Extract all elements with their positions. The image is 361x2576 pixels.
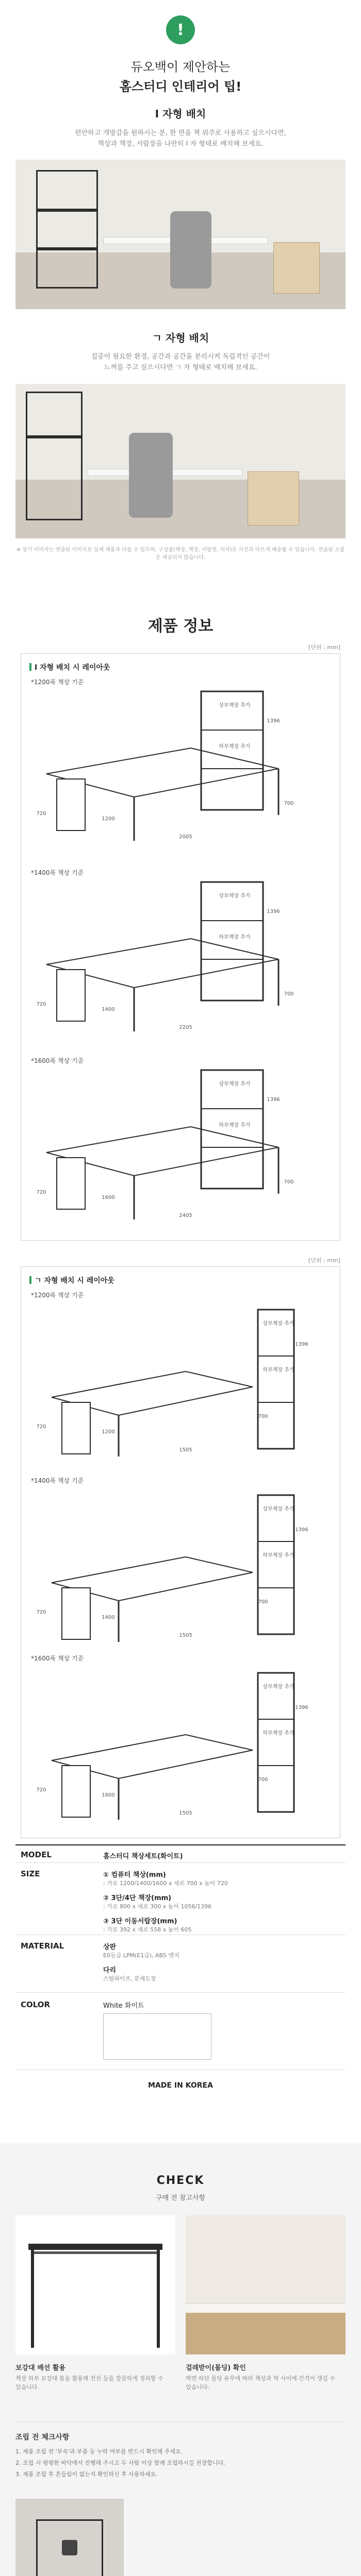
drawer-unit — [57, 970, 85, 1021]
bookshelf — [258, 1495, 294, 1634]
size-item-sub: : 가로 800 x 세로 300 x 높이 1056/1396 — [103, 1903, 212, 1910]
i-layout-photo — [15, 160, 346, 309]
i-layout-diagram-1 — [31, 868, 320, 1042]
divider — [15, 2421, 346, 2422]
size-item-name: ① 컴퓨터 책상(mm) — [103, 1871, 166, 1879]
assembly-line: 3. 제품 조립 후 흔들림이 없는지 확인하신 후 사용하세요. — [15, 2471, 158, 2478]
size-item-sub: : 가로 1200/1400/1600 x 세로 700 x 높이 720 — [103, 1880, 228, 1887]
i-layout-diagram-2 — [31, 1056, 320, 1230]
check-subtitle: 구매 전 참고사항 — [155, 2194, 206, 2202]
layout-drawing — [31, 1065, 320, 1230]
dimension-label: 하부책장 추가 — [219, 935, 251, 940]
material-item-sub: E0등급 LPM(E1급), ABS 엣지 — [103, 1952, 179, 1959]
unit-label-2: [단위 : mm] — [308, 1257, 340, 1264]
dimension-label: 1396 — [267, 1097, 280, 1103]
spec-key-model: MODEL — [21, 1850, 52, 1859]
photo-notice: ※ 상기 이미지는 연출된 이미지로 실제 제품과 다를 수 있으며, 구성품(책상, 책장, 서랍장, 의자)은 사진과 다르게 배송될 수 있습니다. 연출된 소품은 제공되지 않습니다. — [16, 547, 345, 561]
reinforcement-photo — [15, 2215, 175, 2354]
dimension-label: 1400 — [102, 1615, 115, 1620]
layout-drawing — [31, 1663, 320, 1827]
dimension-label: 상부책장 추가 — [262, 1684, 294, 1690]
l-layout-diagram-2 — [31, 1654, 320, 1827]
material-item-name: 다리 — [103, 1967, 117, 1974]
dimension-label: 720 — [36, 1609, 46, 1615]
made-in-label: MADE IN KOREA — [148, 2081, 213, 2090]
dimension-label: 1200 — [102, 1429, 115, 1435]
dimension-label: 상부책장 추가 — [219, 893, 251, 899]
layout-drawing — [31, 1299, 320, 1464]
hero-line-2: 홈스터디 인테리어 팁! — [119, 79, 242, 94]
layout-basis-label: *1600폭 책상 기준 — [31, 1655, 84, 1662]
material-item-sub: 스틸파이프, 분체도장 — [103, 1975, 156, 1982]
dimension-label: 1200 — [102, 816, 115, 822]
i-layout-heading: I 자형 배치 시 레이아웃 — [29, 662, 110, 672]
dimension-label: 하부책장 추가 — [262, 1367, 294, 1373]
product-info-title: 제품 정보 — [147, 617, 214, 635]
dimension-label: 상부책장 추가 — [219, 1081, 251, 1087]
dimension-label: 상부책장 추가 — [262, 1321, 294, 1327]
dimension-label: 700 — [284, 1179, 294, 1185]
drawer-unit — [62, 1766, 90, 1817]
assembly-line: 1. 제품 조립 전 '부속'과 부품 등 누락 여부를 반드시 확인해 주세요. — [15, 2448, 183, 2455]
material-list — [103, 1941, 179, 1982]
bookshelf — [201, 882, 263, 1001]
dimension-label: 1396 — [267, 909, 280, 914]
spec-row-color — [15, 1993, 346, 2070]
i-layout-desc-1: 편안하고 개방감을 원하시는 분, 한 면을 책 위주로 사용하고 싶으시다면, — [75, 129, 286, 137]
dimension-label: 720 — [36, 1190, 46, 1195]
dimension-label: 700 — [258, 1414, 268, 1419]
dimension-label: 1505 — [179, 1810, 192, 1816]
layout-basis-label: *1400폭 책상 기준 — [31, 869, 84, 876]
spec-val-model: 홈스터디 책상세트(화이트) — [103, 1853, 183, 1860]
spec-row-model — [15, 1844, 346, 1863]
dimension-label: 하부책장 추가 — [262, 1731, 294, 1736]
dimension-label: 720 — [36, 1002, 46, 1007]
dimension-label: 1600 — [102, 1195, 115, 1200]
layout-basis-label: *1400폭 책상 기준 — [31, 1477, 84, 1484]
l-layout-section-title: ㄱ 자형 배치 — [152, 332, 209, 344]
i-layout-diagram-0 — [31, 677, 320, 851]
dimension-label: 1396 — [295, 1342, 308, 1347]
spec-val-color: White 화이트 — [103, 2002, 144, 2010]
dimension-label: 1505 — [179, 1447, 192, 1453]
l-layout-diagram-0 — [31, 1291, 320, 1464]
layout-basis-label: *1600폭 책상 기준 — [31, 1057, 84, 1064]
assembly-head: 조립 전 체크사항 — [15, 2433, 70, 2442]
drawer-unit — [62, 1588, 90, 1639]
dimension-label: 1505 — [179, 1633, 192, 1638]
card1-title: 보강대 배선 활용 — [15, 2364, 65, 2372]
spec-key-material: MATERIAL — [21, 1941, 64, 1951]
layout-basis-label: *1200폭 책상 기준 — [31, 679, 84, 686]
dimension-label: 700 — [284, 991, 294, 997]
card1-desc: 책상 하부 보강대 틈을 활용해 전선 등을 깔끔하게 정리할 수 있습니다. — [15, 2375, 163, 2391]
dimension-label: 1400 — [102, 1007, 115, 1012]
bookshelf — [201, 1070, 263, 1189]
size-item-sub: : 가로 392 x 세로 558 x 높이 605 — [103, 1926, 192, 1933]
dimension-label: 700 — [258, 1599, 268, 1605]
dimension-label: 700 — [284, 801, 294, 806]
spec-key-size: SIZE — [21, 1869, 40, 1878]
size-item-name: ② 3단/4단 책장(mm) — [103, 1894, 172, 1902]
spec-row-material — [15, 1935, 346, 1993]
size-list — [103, 1869, 228, 1934]
dimension-label: 하부책장 추가 — [219, 744, 251, 750]
layout-drawing — [31, 1485, 320, 1650]
check-title: CHECK — [156, 2174, 205, 2187]
dimension-label: 1600 — [102, 1792, 115, 1798]
dimension-label: 2205 — [179, 1025, 192, 1030]
l-layout-desc-2: 느껴를 주고 싶으시다면 ㄱ 자 형태로 배치해 보세요. — [104, 364, 257, 371]
bookshelf — [201, 691, 263, 810]
i-layout-desc-2: 책상과 책장, 서랍장을 나란히 I 자 형태로 배치해 보세요. — [97, 140, 264, 148]
dimension-label: 720 — [36, 811, 46, 817]
i-layout-section-title: I 자형 배치 — [155, 108, 206, 120]
hero-line-1: 듀오백이 제안하는 — [130, 60, 231, 74]
l-layout-diagram-1 — [31, 1476, 320, 1650]
drawer-unit — [57, 779, 85, 831]
size-item-name: ③ 3단 이동서랍장(mm) — [103, 1918, 177, 1925]
l-layout-desc-1: 집중이 필요한 환경, 공간과 공간을 분리시켜 독립적인 공간이 — [91, 353, 270, 361]
molding-photo — [186, 2215, 346, 2354]
dimension-label: 1396 — [295, 1527, 308, 1533]
layout-drawing — [31, 686, 320, 851]
dimension-label: 2005 — [179, 834, 192, 840]
spec-key-color: COLOR — [21, 2000, 51, 2009]
l-layout-heading: ㄱ 자형 배치 시 레이아웃 — [29, 1275, 114, 1285]
dimension-label: 720 — [36, 1424, 46, 1430]
spec-section — [0, 1844, 361, 2112]
card2-desc: 벽면 하단 몰딩 유무에 따라 책상과 벽 사이에 간격이 생길 수 있습니다. — [186, 2375, 335, 2391]
dimension-label: 하부책장 추가 — [262, 1553, 294, 1558]
dimension-label: 1396 — [295, 1705, 308, 1710]
unit-label-1: [단위 : mm] — [308, 644, 340, 651]
dimension-label: 1396 — [267, 718, 280, 724]
dimension-label: 하부책장 추가 — [219, 1123, 251, 1128]
bookshelf — [258, 1673, 294, 1812]
assembly-line: 2. 조립 시 평평한 바닥에서 진행해 주시고 두 사람 이상 함께 조립하시길 권장합니다. — [15, 2460, 225, 2466]
dimension-label: 상부책장 추가 — [219, 703, 251, 708]
check-section — [0, 2143, 361, 2576]
layout-basis-label: *1200폭 책상 기준 — [31, 1292, 84, 1299]
dimension-label: 700 — [258, 1777, 268, 1783]
wall-fix-photo — [15, 2499, 124, 2576]
drawer-unit — [57, 1158, 85, 1209]
l-layout-photo — [15, 384, 346, 538]
dimension-label: 상부책장 추가 — [262, 1506, 294, 1512]
color-swatch-white — [103, 2013, 211, 2060]
layout-drawing — [31, 877, 320, 1042]
drawer-unit — [62, 1402, 90, 1454]
dimension-label: 720 — [36, 1787, 46, 1793]
dimension-label: 2405 — [179, 1213, 192, 1218]
reinforcement-diagram — [15, 2215, 175, 2354]
exclamation-icon: ! — [166, 15, 195, 44]
card2-title: 걸레받이(몰딩) 확인 — [186, 2364, 246, 2372]
bookshelf — [258, 1310, 294, 1449]
material-item-name: 상판 — [103, 1943, 117, 1951]
spec-row-size — [15, 1863, 346, 1935]
